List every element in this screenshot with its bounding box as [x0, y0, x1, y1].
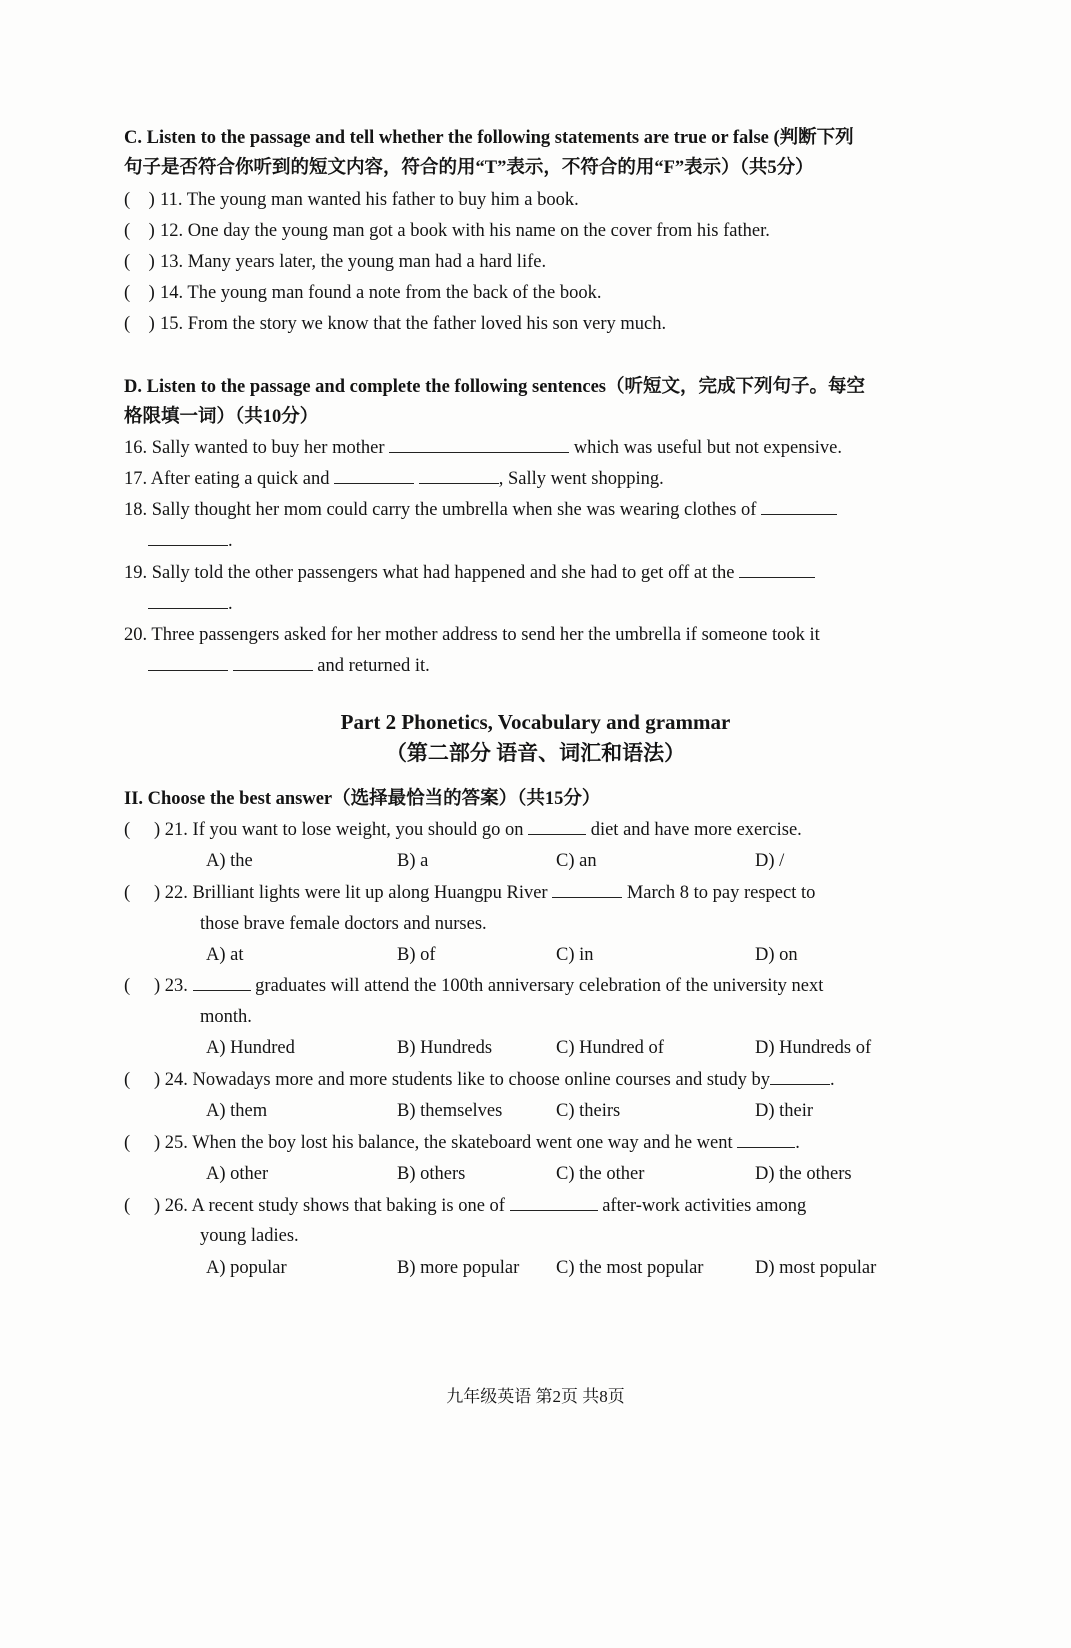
answer-blank-17b[interactable]: [419, 465, 499, 484]
question-20: 20. Three passengers asked for her mother address to send her the umbrella if someone took it: [124, 625, 820, 645]
option-c[interactable]: C) the most popular: [556, 1258, 704, 1278]
question-25-text: ) 25. When the boy lost his balance, the skateboard went one way and he went: [154, 1133, 733, 1153]
question-20-text-end: and returned it.: [317, 656, 430, 676]
question-20-cont: [124, 651, 942, 681]
option-c[interactable]: C) an: [556, 851, 597, 871]
option-a[interactable]: A) popular: [206, 1258, 287, 1278]
question-13: ( ) 13. Many years later, the young man had a hard life.: [124, 252, 547, 272]
question-15: ( ) 15. From the story we know that the father loved his son very much.: [124, 314, 667, 334]
question-21-text: ) 21. If you want to lose weight, you should go on: [154, 820, 524, 840]
question-12: ( ) 12. One day the young man got a book with his name on the cover from his father.: [124, 221, 770, 241]
option-c[interactable]: C) theirs: [556, 1101, 621, 1121]
option-d[interactable]: D) their: [755, 1101, 814, 1121]
option-d[interactable]: D) /: [755, 851, 785, 871]
option-b[interactable]: B) of: [397, 945, 436, 965]
question-22: ( ) 22. Brilliant lights were lit up along Huangpu River March 8 to pay respect to: [124, 878, 942, 908]
answer-blank-19b[interactable]: [148, 590, 228, 609]
answer-blank-25[interactable]: [737, 1129, 795, 1148]
question-16-text: 16. Sally wanted to buy her mother: [124, 438, 385, 458]
question-23-text: graduates will attend the 100th anniversary celebration of the university next: [255, 976, 824, 996]
question-16-text-end: which was useful but not expensive.: [573, 438, 842, 458]
answer-blank-20a[interactable]: [148, 652, 228, 671]
option-a[interactable]: A) Hundred: [206, 1038, 295, 1058]
option-a[interactable]: A) other: [206, 1164, 269, 1184]
question-16: [124, 433, 942, 463]
section-c-title-cont: 句子是否符合你听到的短文内容，符合的用“T”表示，不符合的用“F”表示）（共5分）: [124, 158, 814, 178]
question-22-cont: those brave female doctors and nurses.: [200, 914, 487, 934]
section-c-title: C. Listen to the passage and tell whether the following statements are true or false (判断下列: [124, 128, 854, 148]
option-d[interactable]: D) Hundreds of: [755, 1038, 872, 1058]
question-14: ( ) 14. The young man found a note from the back of the book.: [124, 283, 602, 303]
question-23: ( ) 23. graduates will attend the 100th anniversary celebration of the university next: [124, 971, 942, 1001]
section-d-title: D. Listen to the passage and complete the following sentences（听短文，完成下列句子。每空: [124, 377, 866, 397]
option-a[interactable]: A) them: [206, 1101, 268, 1121]
question-18: [124, 495, 942, 525]
option-b[interactable]: B) themselves: [397, 1101, 503, 1121]
option-a[interactable]: A) the: [206, 851, 253, 871]
option-b[interactable]: B) Hundreds: [397, 1038, 493, 1058]
answer-blank-18b[interactable]: [148, 527, 228, 546]
question-15-text: 15. From the story we know that the father loved his son very much.: [160, 314, 667, 334]
question-23-number: ) 23.: [154, 976, 188, 996]
question-18-cont: .: [124, 526, 942, 556]
answer-blank-20b[interactable]: [233, 652, 313, 671]
question-21-text-end: diet and have more exercise.: [590, 820, 802, 840]
part2-subtitle: （第二部分 语音、词汇和语法）: [385, 741, 686, 765]
question-26-text-end: after-work activities among: [602, 1196, 807, 1216]
answer-blank-16[interactable]: [389, 434, 569, 453]
answer-blank-26[interactable]: [510, 1192, 598, 1211]
option-c[interactable]: C) in: [556, 945, 594, 965]
question-11: ( ) 11. The young man wanted his father to buy him a book.: [124, 190, 579, 210]
answer-blank-22[interactable]: [552, 879, 622, 898]
answer-blank-23[interactable]: [193, 972, 251, 991]
question-22-text: ) 22. Brilliant lights were lit up along Huangpu River: [154, 883, 548, 903]
question-24-text: ) 24. Nowadays more and more students like to choose online courses and study by: [154, 1070, 771, 1090]
question-12-text: 12. One day the young man got a book with his name on the cover from his father.: [160, 221, 770, 241]
question-24: ( ) 24. Nowadays more and more students like to choose online courses and study by .: [124, 1065, 942, 1095]
page-footer: 九年级英语 第2页 共8页: [446, 1387, 625, 1406]
question-19-text: 19. Sally told the other passengers what had happened and she had to get off at the: [124, 563, 735, 583]
option-b[interactable]: B) more popular: [397, 1258, 520, 1278]
question-25: ( ) 25. When the boy lost his balance, the skateboard went one way and he went .: [124, 1128, 942, 1158]
question-13-text: 13. Many years later, the young man had a hard life.: [160, 252, 547, 272]
question-11-text: 11. The young man wanted his father to buy him a book.: [160, 190, 579, 210]
question-18-text: 18. Sally thought her mom could carry the umbrella when she was wearing clothes of: [124, 500, 757, 520]
question-26: ( ) 26. A recent study shows that baking is one of after-work activities among: [124, 1191, 942, 1221]
option-c[interactable]: C) the other: [556, 1164, 645, 1184]
answer-blank-24[interactable]: [770, 1066, 830, 1085]
question-19: [124, 558, 942, 588]
option-d[interactable]: D) on: [755, 945, 798, 965]
option-d[interactable]: D) the others: [755, 1164, 852, 1184]
section-d-title-cont: 格限填一词）（共10分）: [124, 407, 319, 427]
option-a[interactable]: A) at: [206, 945, 244, 965]
option-b[interactable]: B) a: [397, 851, 429, 871]
answer-blank-18a[interactable]: [761, 496, 837, 515]
answer-blank-17a[interactable]: [334, 465, 414, 484]
question-26-text: ) 26. A recent study shows that baking is one of: [154, 1196, 505, 1216]
question-26-cont: young ladies.: [200, 1226, 299, 1246]
question-17: [124, 464, 942, 494]
question-17-text-end: , Sally went shopping.: [498, 469, 664, 489]
question-14-text: 14. The young man found a note from the back of the book.: [160, 283, 602, 303]
option-d[interactable]: D) most popular: [755, 1258, 877, 1278]
question-19-cont: .: [124, 589, 942, 619]
answer-blank-19a[interactable]: [739, 559, 815, 578]
section-ii-title: II. Choose the best answer（选择最恰当的答案）（共15分）: [124, 789, 601, 809]
part2-title: Part 2 Phonetics, Vocabulary and grammar: [340, 710, 731, 734]
question-21: ( ) 21. If you want to lose weight, you should go on diet and have more exercise.: [124, 815, 942, 845]
question-23-cont: month.: [200, 1007, 252, 1027]
answer-blank-21[interactable]: [528, 816, 586, 835]
option-c[interactable]: C) Hundred of: [556, 1038, 664, 1058]
option-b[interactable]: B) others: [397, 1164, 466, 1184]
question-17-text: 17. After eating a quick and: [124, 469, 330, 489]
question-22-text-end: March 8 to pay respect to: [626, 883, 816, 903]
